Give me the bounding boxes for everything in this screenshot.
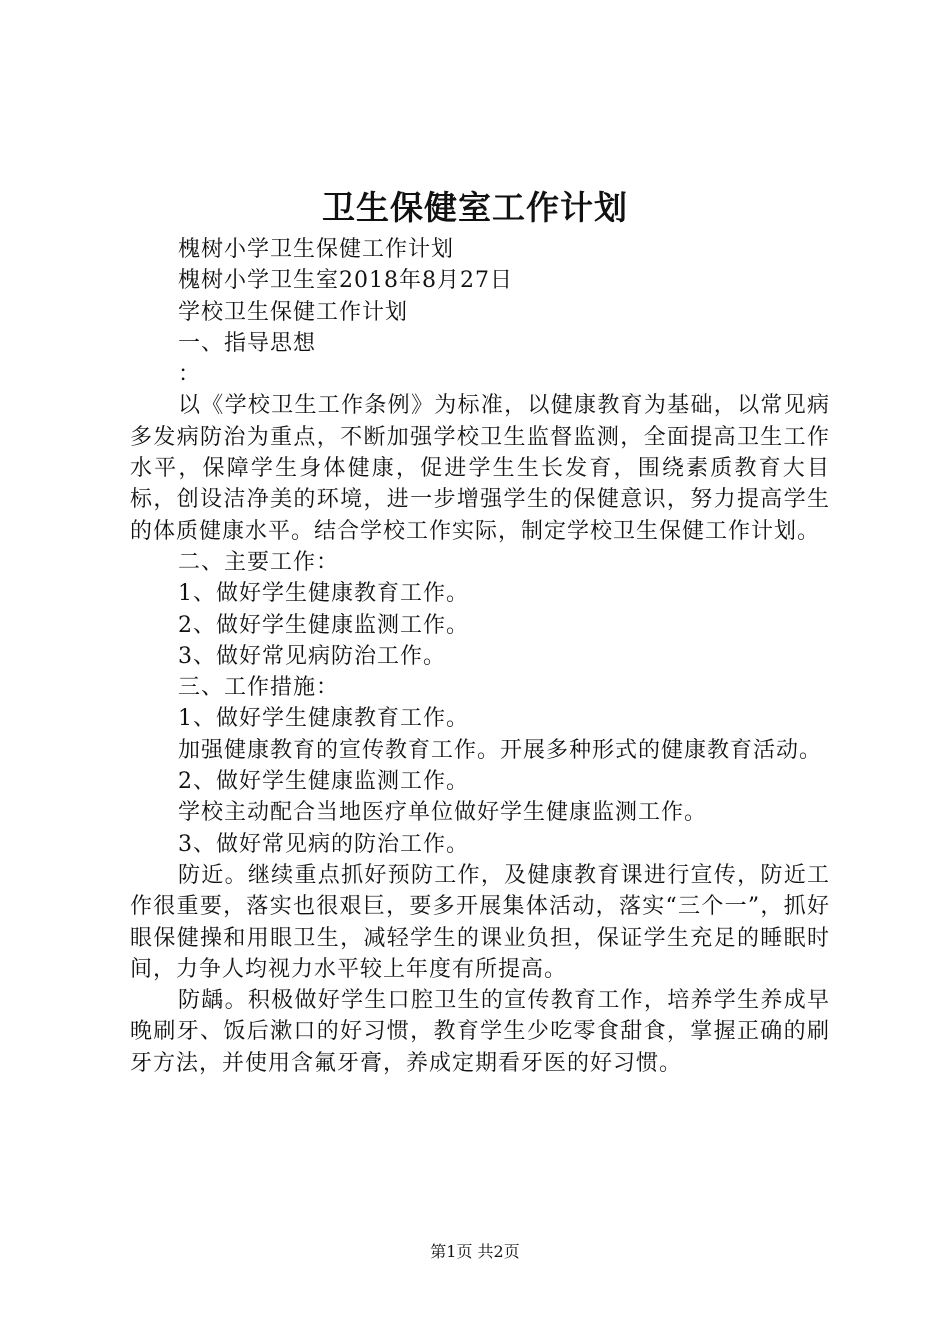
- section-heading: 二、主要工作：: [178, 549, 340, 575]
- paragraph: 以《学校卫生工作条例》为标准，以健康教育为基础，以常见病多发病防治为重点，不断加强学校卫生监督监测，全面提高卫生工作水平，保障学生身体健康，促进学生生长发育，围绕素质教育大目标，创设洁净美的环境，进一步增强学生的保健意识，努力提高学生的体质健康水平。结合学校工作实际，制定学校卫生保健工作计划。: [130, 393, 830, 544]
- list-item: 2、做好学生健康监测工作。: [178, 769, 469, 795]
- section-heading: 三、工作措施：: [178, 675, 340, 701]
- page-footer: 第1页 共2页: [430, 1242, 520, 1261]
- paragraph: 防近。继续重点抓好预防工作，及健康教育课进行宣传，防近工作很重要，落实也很艰巨，要多开展集体活动，落实“三个一”，抓好眼保健操和用眼卫生，减轻学生的课业负担，保证学生充足的睡眠时间，力争人均视力水平较上年度有所提高。: [130, 862, 830, 982]
- paragraph: 学校卫生保健工作计划: [178, 299, 409, 325]
- list-item: 3、做好常见病的防治工作。: [178, 831, 469, 857]
- paragraph: 槐树小学卫生室2018年8月27日: [178, 268, 513, 294]
- paragraph: 加强健康教育的宣传教育工作。开展多种形式的健康教育活动。: [178, 737, 823, 763]
- paragraph: ：: [178, 362, 202, 388]
- section-heading: 一、指导思想: [178, 330, 317, 356]
- document-body: [130, 234, 830, 1079]
- document-title: 卫生保健室工作计划: [322, 188, 628, 227]
- list-item: 1、做好学生健康教育工作。: [178, 706, 469, 732]
- list-item: 2、做好学生健康监测工作。: [178, 612, 469, 638]
- list-item: 3、做好常见病防治工作。: [178, 643, 446, 669]
- paragraph: 学校主动配合当地医疗单位做好学生健康监测工作。: [178, 800, 708, 826]
- paragraph: 防龋。积极做好学生口腔卫生的宣传教育工作，培养学生养成早晚刷牙、饭后漱口的好习惯，教育学生少吃零食甜食，掌握正确的刷牙方法，并使用含氟牙膏，养成定期看牙医的好习惯。: [130, 988, 830, 1076]
- list-item: 1、做好学生健康教育工作。: [178, 581, 469, 607]
- paragraph: 槐树小学卫生保健工作计划: [178, 237, 455, 262]
